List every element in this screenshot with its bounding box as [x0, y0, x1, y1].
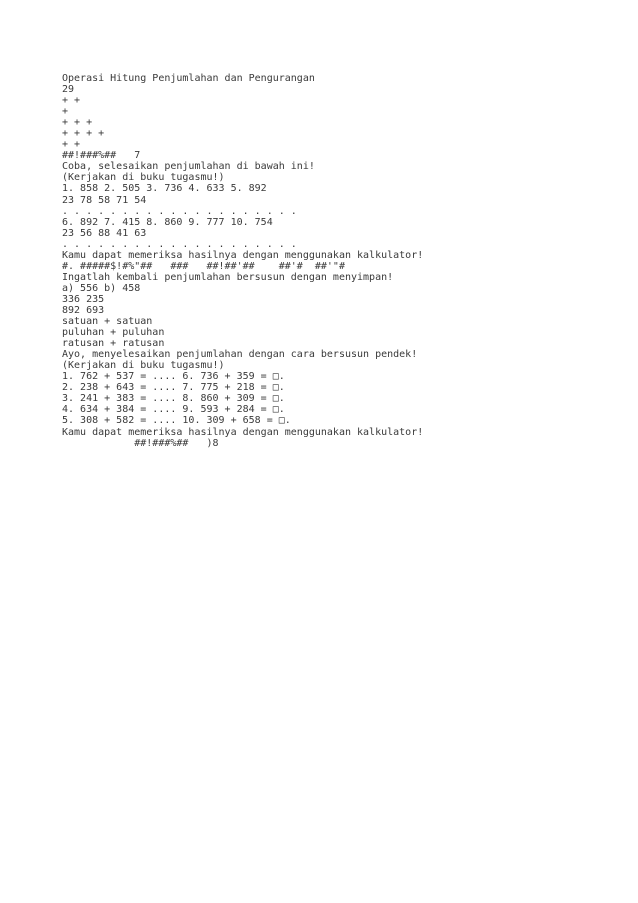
page-marker: ##!###%## 7 — [62, 150, 141, 162]
text-line: + + — [62, 95, 81, 107]
place-value-line: puluhan + puluhan — [62, 327, 165, 339]
exercise-row: 5. 308 + 582 = .... 10. 309 + 658 = □. — [62, 415, 291, 427]
dotted-line: . . . . . . . . . . . . . . . . . . . . — [62, 205, 297, 217]
calculator-note: Kamu dapat memeriksa hasilnya dengan menggunakan kalkulator! — [62, 426, 424, 438]
exercise-row: 2. 238 + 643 = .... 7. 775 + 218 = □. — [62, 382, 285, 394]
text-line: + + + + — [62, 128, 105, 140]
instruction-line: Ingatlah kembali penjumlahan bersusun dengan menyimpan! — [62, 271, 394, 283]
example-row: 892 693 — [62, 304, 105, 316]
exercise-row: 3. 241 + 383 = .... 8. 860 + 309 = □. — [62, 393, 285, 405]
text-line: + + + — [62, 117, 93, 129]
instruction-line: Coba, selesaikan penjumlahan di bawah ini! — [62, 161, 315, 173]
place-value-line: satuan + satuan — [62, 316, 153, 328]
exercise-row: 23 56 88 41 63 — [62, 227, 147, 239]
instruction-note: (Kerjakan di buku tugasmu!) — [62, 172, 225, 184]
dotted-line: . . . . . . . . . . . . . . . . . . . . — [62, 238, 297, 250]
instruction-line: Ayo, menyelesaikan penjumlahan dengan cara bersusun pendek! — [62, 349, 418, 361]
text-line: + + — [62, 139, 81, 151]
text-line: + — [62, 106, 69, 118]
calculator-note: Kamu dapat memeriksa hasilnya dengan menggunakan kalkulator! — [62, 249, 424, 261]
place-value-line: ratusan + ratusan — [62, 338, 165, 350]
exercise-row: 4. 634 + 384 = .... 9. 593 + 284 = □. — [62, 404, 285, 416]
exercise-row: 1. 858 2. 505 3. 736 4. 633 5. 892 — [62, 183, 267, 195]
page-marker: ##!###%## )8 — [62, 437, 219, 449]
example-row: a) 556 b) 458 — [62, 282, 141, 294]
example-row: 336 235 — [62, 293, 105, 305]
document-title: Operasi Hitung Penjumlahan dan Pengurangan — [62, 73, 315, 84]
exercise-row: 1. 762 + 537 = .... 6. 736 + 359 = □. — [62, 371, 285, 383]
text-line: 29 — [62, 84, 75, 96]
garbled-heading: #. #####$!#%"## ### ##!##'## ##'# ##'"# — [62, 260, 345, 272]
exercise-row: 23 78 58 71 54 — [62, 194, 147, 206]
document-text-block — [62, 73, 622, 449]
instruction-note: (Kerjakan di buku tugasmu!) — [62, 360, 225, 372]
exercise-row: 6. 892 7. 415 8. 860 9. 777 10. 754 — [62, 216, 273, 228]
